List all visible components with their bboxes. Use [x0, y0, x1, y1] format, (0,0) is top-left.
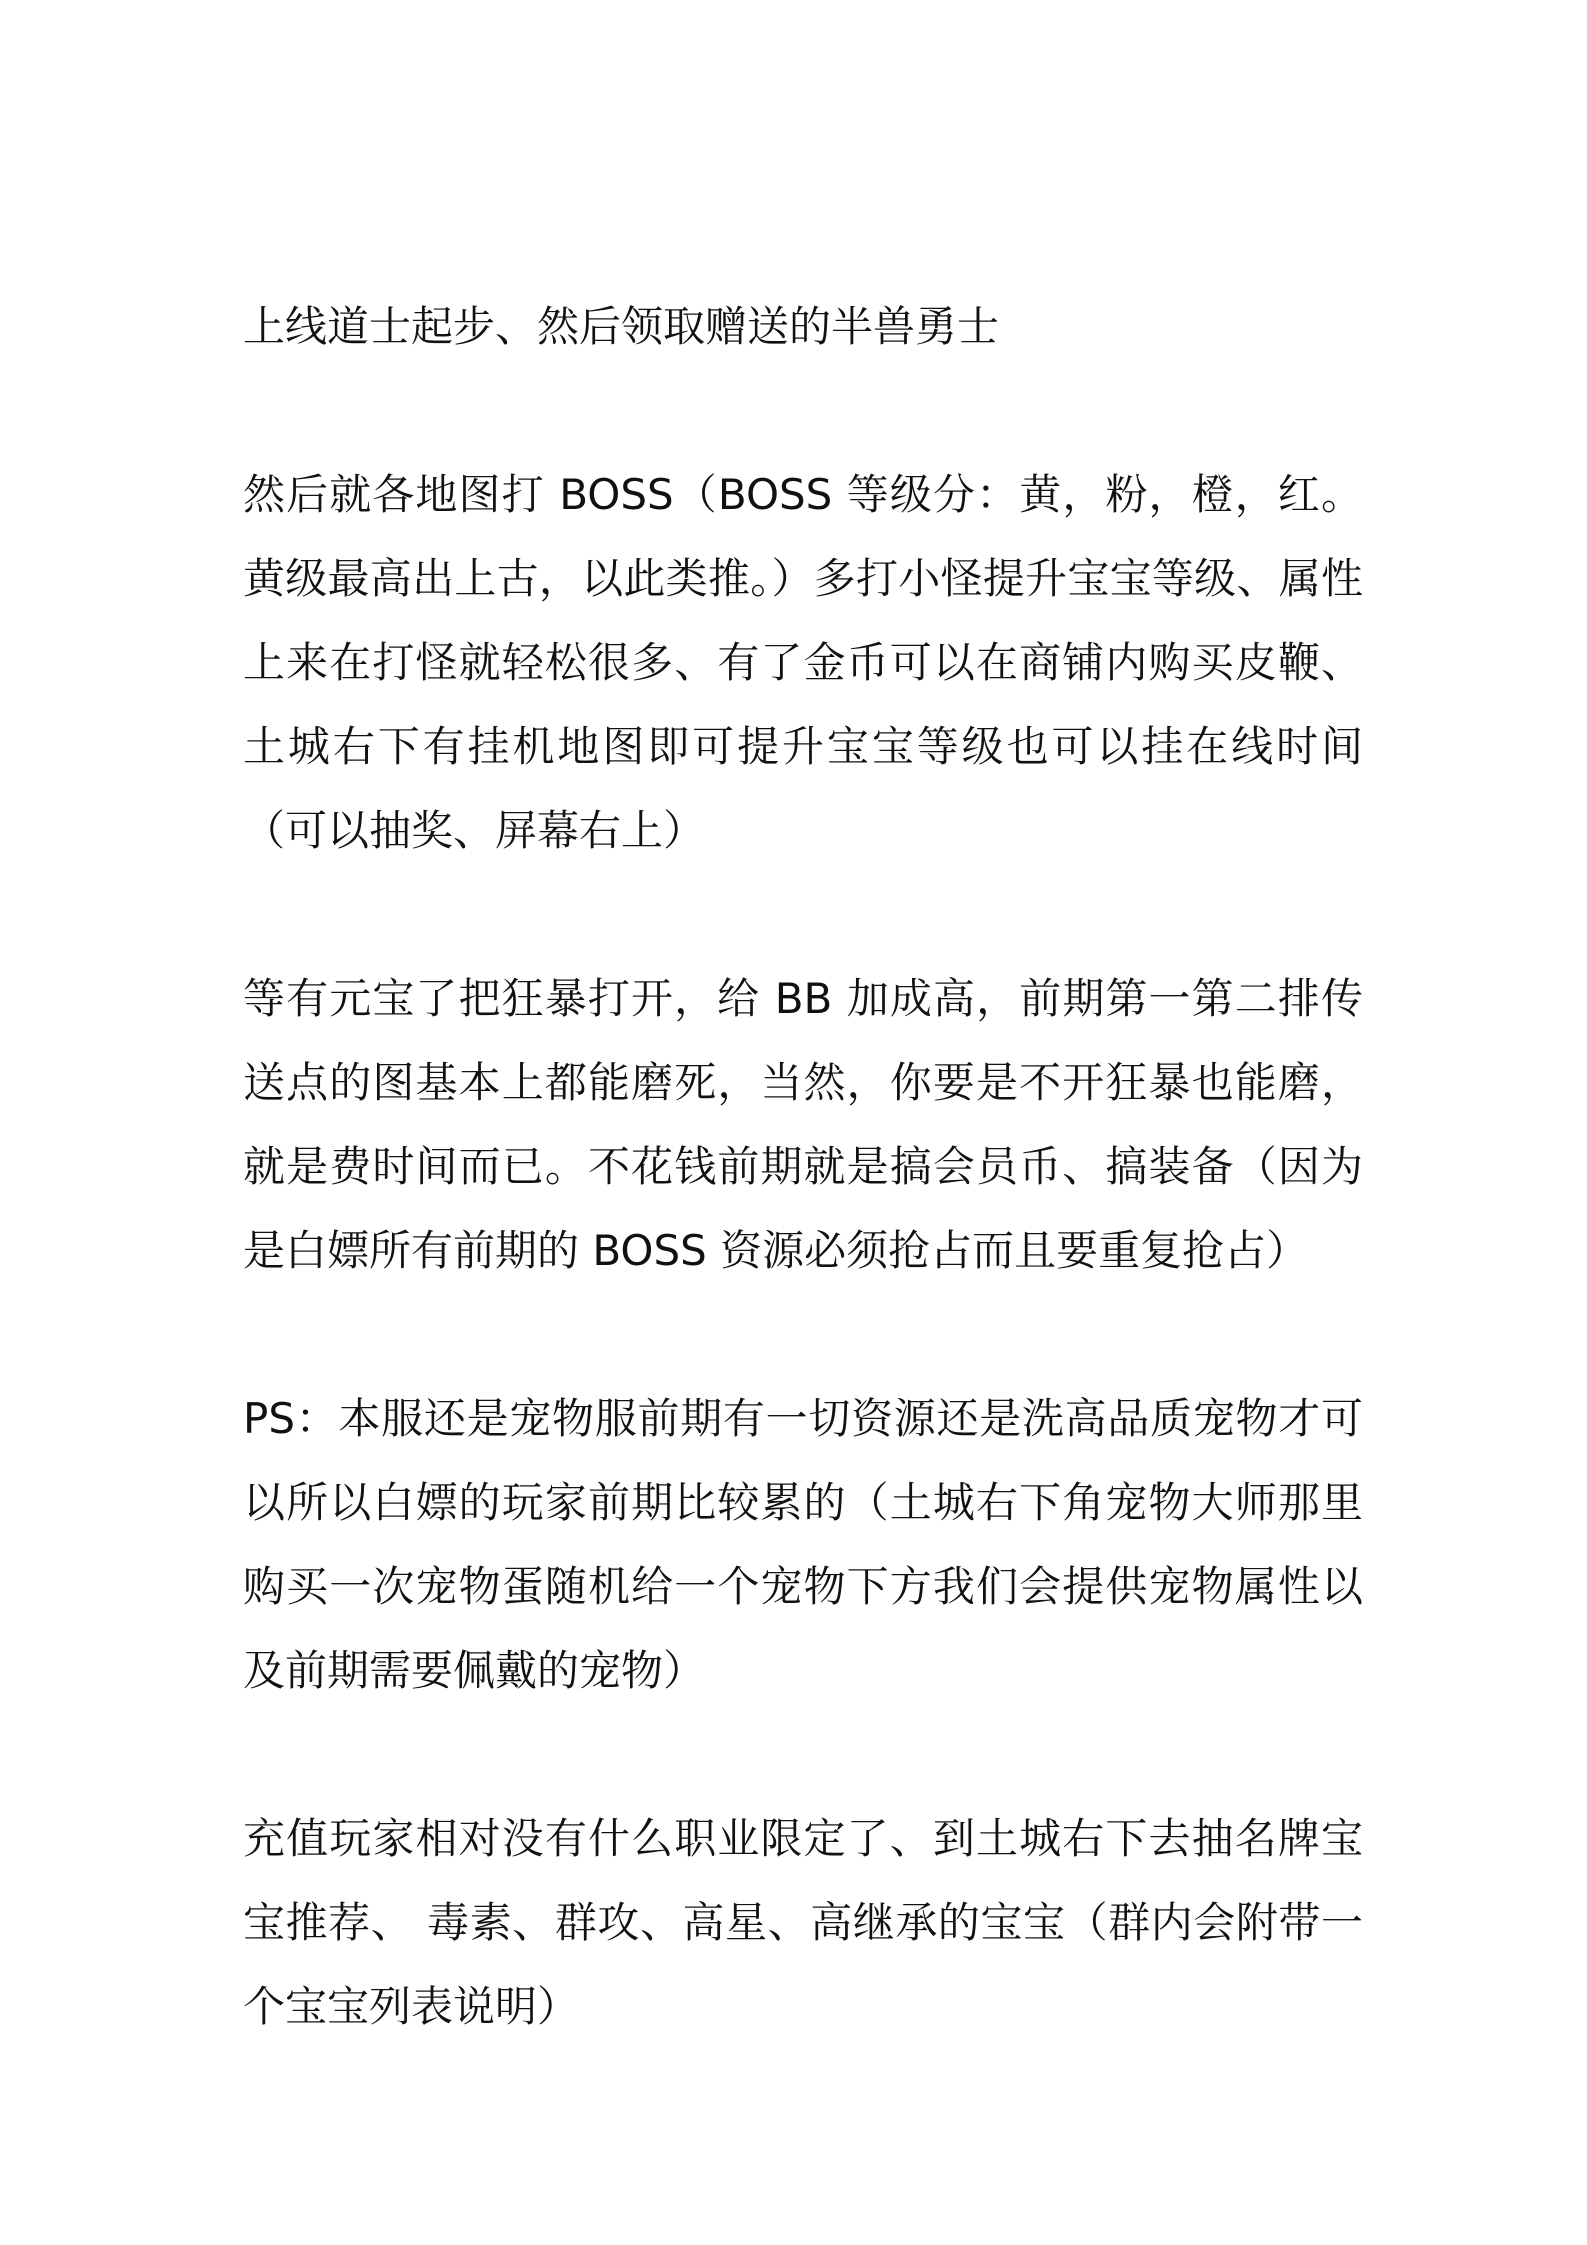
paragraph-5: 充值玩家相对没有什么职业限定了、到土城右下去抽名牌宝宝推荐、 毒素、群攻、高星、高继承的宝宝（群内会附带一个宝宝列表说明） [243, 1814, 1363, 2031]
paragraph-spacer [243, 873, 1363, 957]
document-body [243, 285, 1363, 2049]
paragraph-spacer [243, 369, 1363, 453]
paragraph-3: 等有元宝了把狂暴打开，给 BB 加成高，前期第一第二排传送点的图基本上都能磨死，当然，你要是不开狂暴也能磨，就是费时间而已。不花钱前期就是搞会员币、搞装备（因为是白嫖所有前期的 BOSS 资源必须抢占而且要重复抢占） [243, 974, 1363, 1275]
paragraph-2: 然后就各地图打 BOSS（BOSS 等级分：黄，粉，橙，红。黄级最高出上古，以此类推。）多打小怪提升宝宝等级、属性上来在打怪就轻松很多、有了金币可以在商铺内购买皮鞭、土城右下有挂机地图即可提升宝宝等级也可以挂在线时间（可以抽奖、屏幕右上） [243, 470, 1363, 855]
paragraph-1: 上线道士起步、然后领取赠送的半兽勇士 [243, 302, 1000, 351]
paragraph-4: PS：本服还是宠物服前期有一切资源还是洗高品质宠物才可以所以白嫖的玩家前期比较累的（土城右下角宠物大师那里购买一次宠物蛋随机给一个宠物下方我们会提供宠物属性以及前期需要佩戴的宠物） [243, 1394, 1363, 1695]
paragraph-spacer [243, 1293, 1363, 1377]
paragraph-spacer [243, 1713, 1363, 1797]
